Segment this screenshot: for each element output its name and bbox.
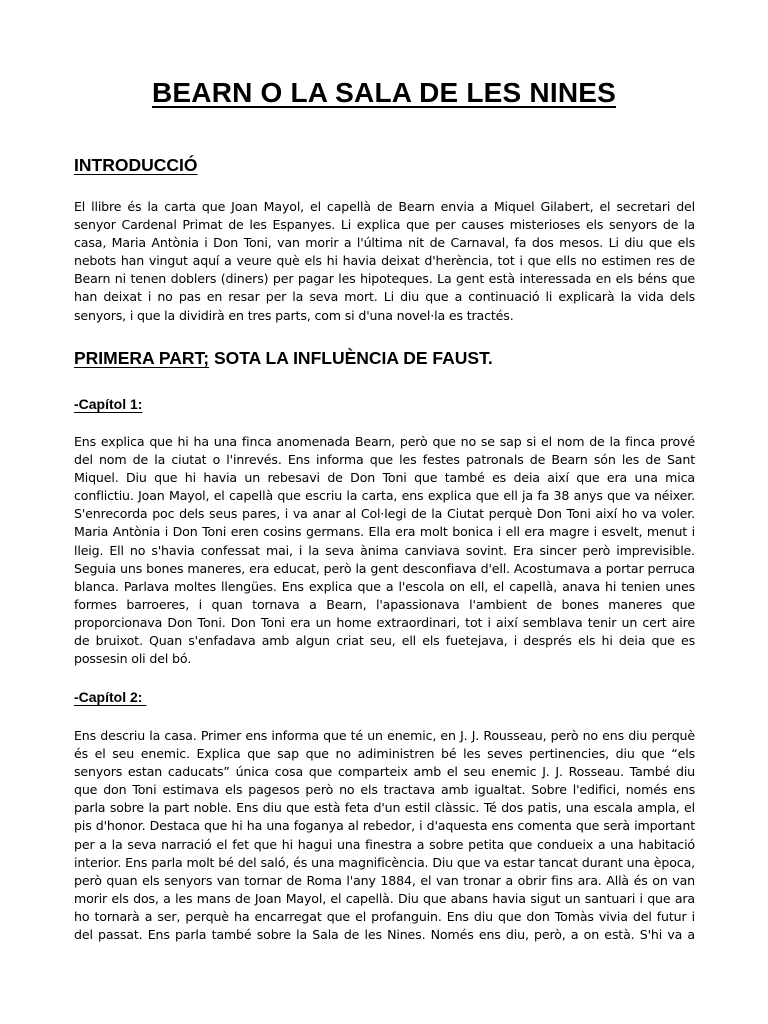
heading-text: INTRODUCCIÓ: [74, 155, 198, 175]
document-title: BEARN O LA SALA DE LES NINES: [151, 77, 616, 108]
text-line: conflictiu. Joan Mayol, el capellà que escriu la carta, ens explica que ell ja fa 38 anys que va néixer.: [74, 488, 695, 504]
text-line: blanca. Parlava moltes llengües. Ens explica que a l'escola on ell, el capellà, anava hi tenien unes: [74, 578, 695, 594]
text-line: formes barroeres, i quan tornava a Bearn, l'apassionava l'ambient de bones maneres que: [74, 596, 695, 612]
text-line: del passat. Ens parla també sobre la Sala de les Nines. Només ens diu, però, a on està. S'hi va a: [74, 927, 695, 943]
text-line: de bruixot. Quan s'enfadava amb algun criat seu, ell els fuetejava, i després els hi deia que es: [74, 633, 695, 649]
text-line: que don Toni estimava els pagesos però no els tractava amb igualtat. Sobre l'edifici, només ens: [74, 782, 695, 798]
section-heading-introduccio: [74, 154, 197, 176]
text-line: proporcionava Don Toni. Don Toni era un home extraordinari, tot i així semblava tenir un cert aire: [74, 614, 695, 630]
text-line: han deixat i no pas en resar per la seva mort. Li diu que a continuació li explicarà la vida dels: [74, 289, 695, 305]
text-line: Bearn ni tenen doblers (diners) per pagar les hipoteques. La gent està interessada en els béns que: [74, 271, 695, 287]
text-line: Maria Antònia i Don Toni eren cosins germans. Ella era molt bonica i ell era magre i esvelt, menut i: [74, 524, 695, 540]
text-line: nebots han vingut aquí a veure què els hi havia deixat d'herència, tot i que ells no estimen res de: [74, 253, 695, 269]
text-line: Ens descriu la casa. Primer ens informa que té un enemic, en J. J. Rousseau, però no ens diu perquè: [74, 728, 695, 743]
heading-underlined-text: PRIMERA PART;: [74, 348, 210, 368]
text-line: per a la seva narració el fet que hi hagui una finestra a sobre petita que condueix a una habitació: [74, 836, 695, 852]
chapter-2-paragraph: [74, 727, 695, 944]
text-line: Seguia uns bones maneres, era educat, però la gent desconfiava d'ell. Acostumava a portar perruca: [74, 560, 695, 576]
text-line: però quan els senyors van tornar de Roma l'any 1884, el van tronar a obrir fins ara. Allà és on van: [74, 872, 695, 888]
text-line: parla sobre la part noble. Ens diu que està feta d'un estil clàssic. Té dos patis, una escala ampla, el: [74, 800, 695, 816]
text-line: senyors, i que la dividirà en tres parts, com si d'una novel·la es tractés.: [74, 307, 514, 323]
text-line: S'enrecorda poc dels seus pares, i va anar al Col·legi de la Ciutat perquè Don Toni així ho va voler.: [74, 506, 695, 522]
text-line: Ens explica que hi ha una finca anomenada Bearn, però que no se sap si el nom de la finca prové: [74, 434, 695, 449]
section-heading-primera-part: [74, 347, 493, 369]
intro-paragraph: [74, 198, 695, 325]
text-line: El llibre és la carta que Joan Mayol, el capellà de Bearn envia a Miquel Gilabert, el secretari del: [74, 199, 695, 214]
text-line: casa, Maria Antònia i Don Toni, van morir a l'última nit de Carnaval, fa dos mesos. Li diu que els: [74, 235, 695, 251]
text-line: Miquel. Diu que hi havia un rebesavi de Don Toni que també es deia així que era una mica: [74, 470, 695, 486]
text-line: és el seu enemic. Explica que sap que no adiministren bé les seves pertinencies, diu que “els: [74, 746, 695, 762]
text-line: interior. Ens parla molt bé del saló, és una magnificència. Diu que va estar tancat durant una època,: [74, 854, 695, 870]
text-line: ho tornarà a ser, perquè ha encarregat que el profanguin. Ens diu que don Tomàs vivia del futur i: [74, 908, 695, 924]
chapter-1-paragraph: [74, 433, 695, 668]
text-line: morir els dos, a les mans de Joan Mayol, el capellà. Diu que abans havia sigut un santuari i que ara: [74, 890, 695, 906]
chapter-heading-1: -Capítol 1:: [74, 396, 143, 412]
heading-text: SOTA LA INFLUÈNCIA DE FAUST.: [209, 348, 493, 368]
text-line: senyors estan caducats” única cosa que comparteix amb el seu enemic J. J. Rosseau. També diu: [74, 764, 695, 780]
text-line: possesin oli del bó.: [74, 651, 192, 667]
chapter-heading-2: -Capítol 2:: [74, 689, 147, 705]
text-line: pis d'honor. Destaca que hi ha una foganya al rebedor, i d'aquesta ens comenta que serà important: [74, 818, 695, 834]
text-line: del nom de la ciutat o l'inrevés. Ens informa que les festes patronals de Bearn són les de Sant: [74, 452, 695, 468]
text-line: lleig. Ell no s'havia confessat mai, i la seva ànima canviava sovint. Era sincer però imprevisible.: [74, 542, 695, 558]
text-line: senyor Cardenal Primat de les Espanyes. Li explica que per causes misterioses els senyors de la: [74, 217, 695, 233]
